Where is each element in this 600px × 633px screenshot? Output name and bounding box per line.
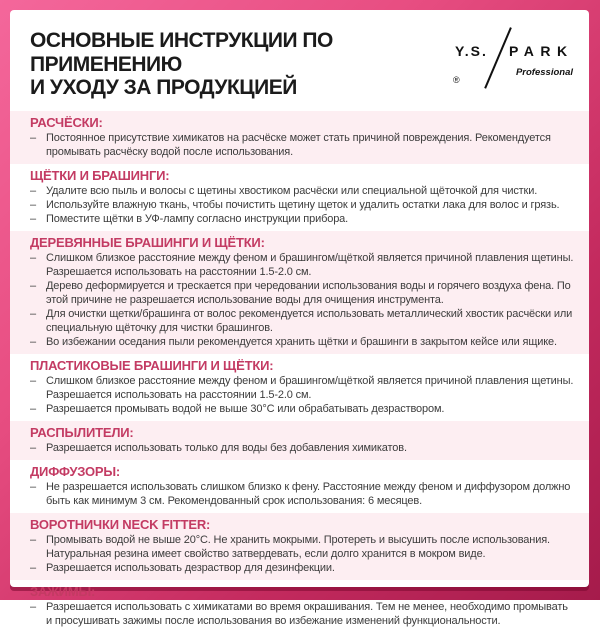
list-item: [30, 480, 575, 508]
logo-text-ys: Y.S.: [455, 43, 488, 59]
section-clips: [10, 580, 589, 633]
bullet-dash: –: [30, 562, 36, 575]
bullet-text: Используйте влажную ткань, чтобы почистить щетину щеток и удалить остатки лака для волос и грязь.: [46, 199, 560, 212]
bullet-text: Слишком близкое расстояние между феном и брашингом/щёткой является причиной плавления щетины. Разрешается использовать на расстоянии 1.5-2.0 см.: [46, 252, 574, 279]
bullet-text: Не разрешается использовать слишком близко к фену. Расстояние между феном и диффузором должно быть как минимум 3 см. Рекомендованный срок использования: 6 месяцев.: [46, 481, 571, 508]
bullet-text: Постоянное присутствие химикатов на расчёске может стать причиной повреждения. Рекомендуется промывать расчёску водой после использования.: [46, 132, 551, 159]
page-title-line1: ОСНОВНЫЕ ИНСТРУКЦИИ ПО ПРИМЕНЕНИЮ: [30, 29, 333, 76]
bullet-text: Разрешается использовать дезраствор для дезинфекции.: [46, 562, 335, 575]
bullet-dash: –: [30, 442, 36, 455]
bullet-text: Разрешается использовать только для воды без добавления химикатов.: [46, 442, 407, 455]
list-item: [30, 212, 575, 226]
bullet-dash: –: [30, 375, 36, 388]
bullet-dash: –: [30, 403, 36, 416]
list-item: [30, 441, 575, 455]
list-item: [30, 184, 575, 198]
bullet-text: Промывать водой не выше 20°C. Не хранить мокрыми. Протереть и высушить после использования. Натуральная резина имеет свойство затвердевать, если долго хранится в мокром виде.: [46, 534, 550, 561]
bullet-dash: –: [30, 280, 36, 293]
section-heading: ЗАЖИМЫ:: [30, 584, 96, 600]
list-item: [30, 533, 575, 561]
bullet-text: Во избежании оседания пыли рекомендуется хранить щётки и брашинги в закрытом кейсе или ящике.: [46, 336, 557, 349]
list-item: [30, 251, 575, 279]
ys-park-logo: [453, 31, 573, 89]
header: [10, 10, 589, 111]
section-heading: ДИФФУЗОРЫ:: [30, 464, 121, 480]
list-item: [30, 561, 575, 575]
list-item: [30, 131, 575, 159]
logo-subtitle: Professional: [515, 67, 573, 78]
section-wooden-brushes: [10, 231, 589, 354]
bullet-dash: –: [30, 199, 36, 212]
bullet-dash: –: [30, 336, 36, 349]
bullet-dash: –: [30, 308, 36, 321]
section-heading: ЩЁТКИ И БРАШИНГИ:: [30, 168, 170, 184]
bullet-text: Удалите всю пыль и волосы с щетины хвостиком расчёски или специальной щёточкой для чистки.: [46, 185, 538, 198]
page-title-line2: И УХОДУ ЗА ПРОДУКЦИЕЙ: [30, 76, 297, 100]
bullet-dash: –: [30, 481, 36, 494]
section-plastic-brushes: [10, 354, 589, 421]
section-neck-fitter: [10, 513, 589, 580]
logo-slash-icon: [484, 27, 512, 89]
bullet-text: Разрешается использовать с химикатами во время окрашивания. Тем не менее, необходимо промывать и просушивать зажимы после использования во избежание изменений функциональности.: [46, 601, 568, 628]
bullet-text: Слишком близкое расстояние между феном и брашингом/щёткой является причиной плавления щетины. Разрешается использовать на расстоянии 1.5-2.0 см.: [46, 375, 574, 402]
list-item: [30, 335, 575, 349]
page-title: [30, 29, 453, 100]
section-combs: [10, 111, 589, 164]
bullet-dash: –: [30, 534, 36, 547]
bullet-dash: –: [30, 213, 36, 226]
bullet-dash: –: [30, 185, 36, 198]
instruction-card: [10, 10, 589, 628]
list-item: [30, 374, 575, 402]
list-item: [30, 279, 575, 307]
section-heading: ПЛАСТИКОВЫЕ БРАШИНГИ И ЩЁТКИ:: [30, 358, 274, 374]
bullet-text: Дерево деформируется и трескается при чередовании использования воды и горячего воздуха фена. По этой причине не разрешается использование воды для очищения инструмента.: [46, 280, 571, 307]
bullet-dash: –: [30, 252, 36, 265]
list-item: [30, 402, 575, 416]
section-heading: РАСЧЁСКИ:: [30, 115, 103, 131]
section-heading: РАСПЫЛИТЕЛИ:: [30, 425, 134, 441]
section-heading: ДЕРЕВЯННЫЕ БРАШИНГИ И ЩЁТКИ:: [30, 235, 265, 251]
section-heading: ВОРОТНИЧКИ NECK FITTER:: [30, 517, 211, 533]
bullet-dash: –: [30, 601, 36, 614]
section-brushes: [10, 164, 589, 231]
sections-list: [10, 111, 589, 633]
section-diffusers: [10, 460, 589, 513]
list-item: [30, 600, 575, 628]
bullet-text: Разрешается промывать водой не выше 30°C или обрабатывать дезраствором.: [46, 403, 445, 416]
bullet-text: Поместите щётки в УФ-лампу согласно инструкции прибора.: [46, 213, 349, 226]
list-item: [30, 198, 575, 212]
bullet-dash: –: [30, 132, 36, 145]
section-sprayers: [10, 421, 589, 460]
list-item: [30, 307, 575, 335]
logo-text-park: PARK: [509, 43, 574, 59]
registered-trademark-icon: ®: [453, 75, 460, 85]
bullet-text: Для очистки щетки/брашинга от волос рекомендуется использовать металлический хвостик расчёски или специальную щёточку для чистки брашингов.: [46, 308, 573, 335]
